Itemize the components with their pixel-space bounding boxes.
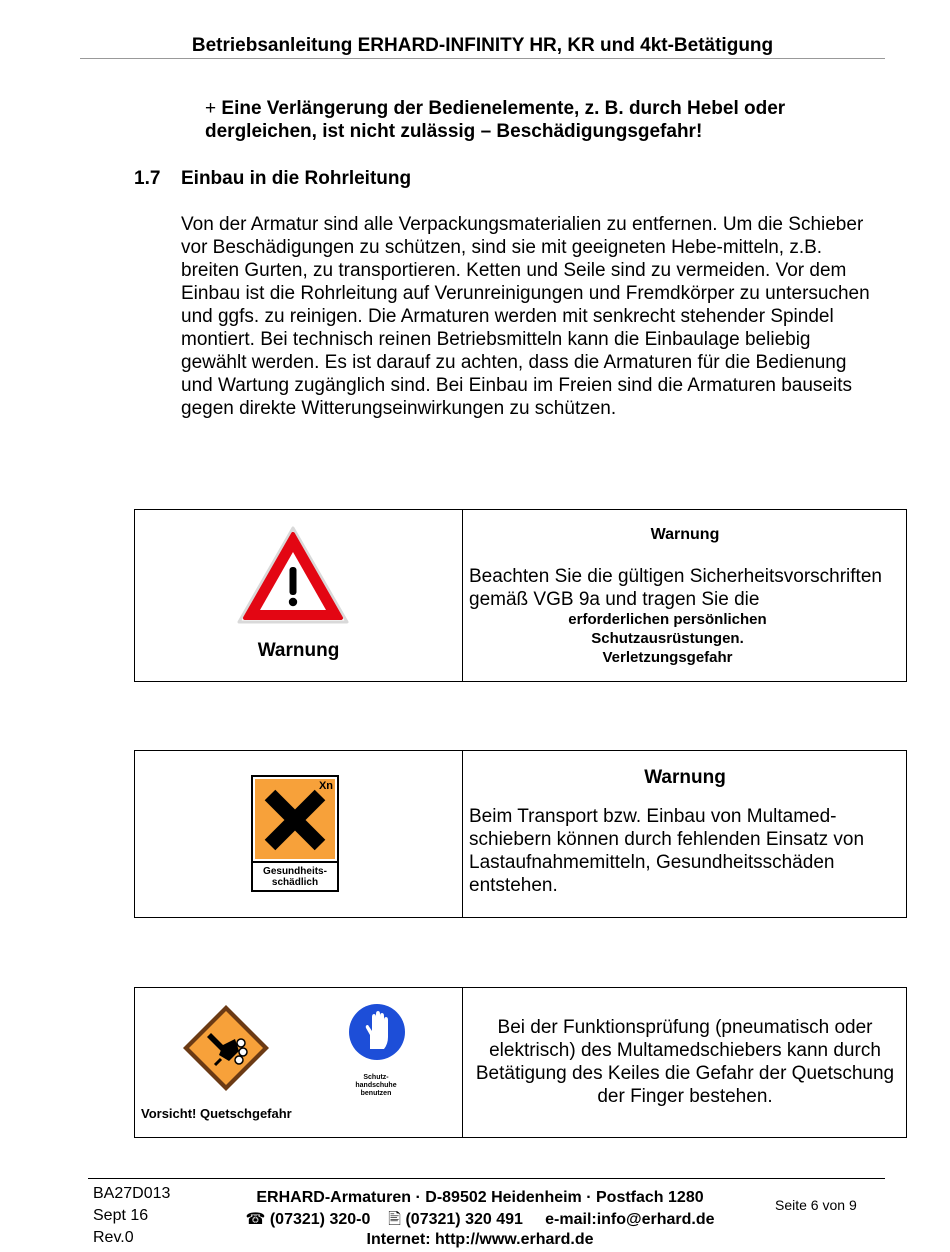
warning-title: Warnung <box>650 526 720 543</box>
note-bullet: + <box>205 98 217 119</box>
page-number: Seite 6 von 9 <box>775 1197 857 1213</box>
crush-warning-label: Vorsicht! Quetschgefahr <box>141 1106 292 1121</box>
section-body: Von der Armatur sind alle Verpackungsmaterialien zu entfernen. Um die Schieber vor Beschädigungen zu schützen, sind sie mit geeigneten Hebe-mitteln, z.B. breiten Gurten, zu transportieren. Ketten und Seile sind zu vermeiden. Vor dem Einbau ist die Rohrleitung auf Verunreinigungen und Fremdkörper zu untersuchen und ggfs. zu reinigen. Die Armaturen werden mit senkrecht stehender Spindel montiert. Bei technisch reinen Betriebsmitteln kann die Einbaulage beliebig gewählt werden. Es ist darauf zu achten, dass die Armaturen für die Bedienung und Wartung zugänglich sind. Bei Einbau im Freien sind die Armaturen bauseits gegen direkte Witterungseinwirkungen zu schützen. <box>181 214 870 419</box>
xn-label <box>251 866 339 888</box>
warning-left-label: Warnung <box>257 640 340 661</box>
gloves-label <box>341 1074 411 1098</box>
contact-line <box>205 1209 755 1231</box>
warning-box-transport <box>134 750 907 918</box>
wear-gloves-icon <box>346 1001 408 1063</box>
warning-title: Warnung <box>644 767 726 788</box>
warning-text: Beim Transport bzw. Einbau von Multamed-schiebern können durch fehlenden Einsatz von Lastaufnahmemitteln, Gesundheitsschäden entstehen. <box>469 806 865 896</box>
doc-revision: Rev.0 <box>93 1229 134 1246</box>
gloves-label-line: Schutz- <box>363 1074 389 1081</box>
header-divider <box>80 58 885 59</box>
gloves-label-line: handschuhe <box>355 1082 397 1089</box>
warning-emphasis-line: erforderlichen persönlichen <box>568 611 767 628</box>
warning-box-safety <box>134 509 907 682</box>
section-title: Einbau in die Rohrleitung <box>181 168 412 189</box>
footer-doc-info <box>93 1183 170 1249</box>
xn-code: Xn <box>318 780 333 792</box>
section-number: 1.7 <box>134 168 161 189</box>
email-address: e-mail:info@erhard.de <box>545 1211 715 1228</box>
warning-text: Beachten Sie die gültigen Sicherheitsvorschriften gemäß VGB 9a und tragen Sie die <box>469 566 882 610</box>
harmful-xn-icon <box>251 775 339 892</box>
website: Internet: http://www.erhard.de <box>366 1231 594 1248</box>
gloves-label-line: benutzen <box>360 1090 392 1097</box>
footer-contact <box>205 1187 755 1249</box>
doc-id: BA27D013 <box>93 1185 171 1202</box>
warning-emphasis-line: Schutzausrüstungen. <box>591 630 744 647</box>
crush-hazard-icon <box>181 1003 271 1093</box>
warning-box-crush <box>134 987 907 1138</box>
warning-text: Bei der Funktionsprüfung (pneumatisch oder elektrisch) des Multamedschiebers kann durch Betätigung des Keiles die Gefahr der Quetschung der Finger bestehen. <box>475 1017 895 1107</box>
fax-icon: 🖹 <box>388 1211 402 1228</box>
footer-divider <box>88 1178 885 1179</box>
company-address: ERHARD-Armaturen · D-89502 Heidenheim · Postfach 1280 <box>256 1189 704 1206</box>
warning-triangle-icon <box>235 524 351 626</box>
fax-number: (07321) 320 491 <box>405 1211 523 1228</box>
xn-label-line: Gesundheits- <box>263 866 327 877</box>
phone-number: (07321) 320-0 <box>269 1211 371 1228</box>
section-heading <box>134 168 411 190</box>
page-header: Betriebsanleitung ERHARD-INFINITY HR, KR und 4kt-Betätigung <box>191 35 774 56</box>
doc-date: Sept 16 <box>93 1207 149 1224</box>
damage-note <box>205 97 865 143</box>
note-text: Eine Verlängerung der Bedienelemente, z. B. durch Hebel oder dergleichen, ist nicht zulässig – Beschädigungsgefahr! <box>205 98 786 142</box>
warning-emphasis-line: Verletzungsgefahr <box>602 649 733 666</box>
xn-label-line: schädlich <box>271 877 319 888</box>
phone-icon: ☎ <box>245 1211 266 1228</box>
warning-emphasis <box>462 610 873 667</box>
